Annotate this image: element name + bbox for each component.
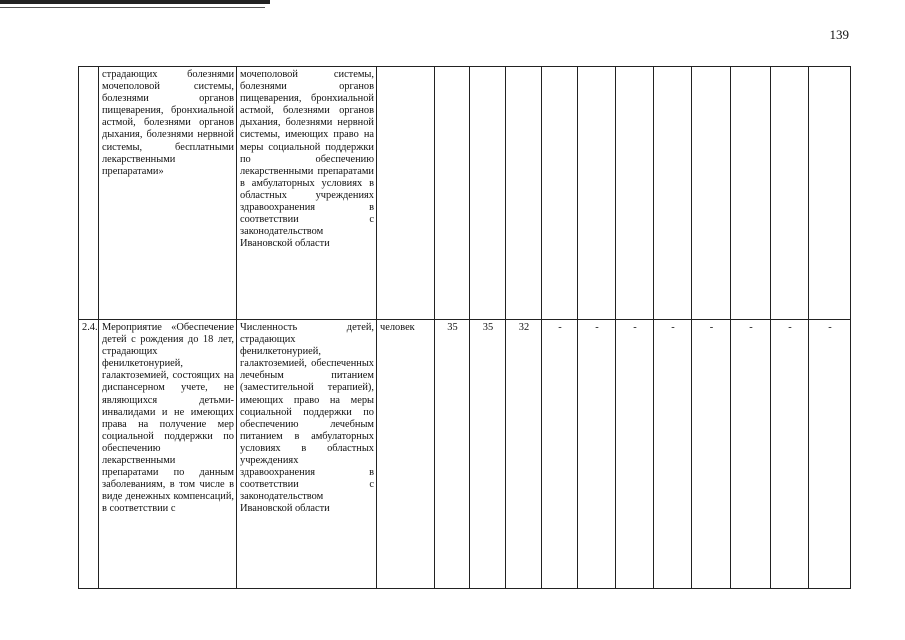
indicator-name-cell: [237, 67, 377, 320]
value-cell: [692, 67, 731, 320]
indicator-name-text: Численность детей, страдающих фенилкетонурией, галактоземией, обеспеченных лечебным питанием (заместительной терапией), имеющих право на меры социальной поддержки по обеспечению лечебным питанием в амбулаторных условиях в областных учреждениях здравоохранения в соответствии с законодательством Ивановской области: [240, 322, 377, 515]
value-cell: -: [578, 320, 616, 589]
value-cell: -: [731, 320, 771, 589]
value-cell: [654, 67, 692, 320]
value-cell: [578, 67, 616, 320]
value-cell: -: [616, 320, 654, 589]
event-name-text: Мероприятие «Обеспечение детей с рождения до 18 лет, страдающих фенилкетонурией, галактоземией, состоящих на диспансерном учете, не являющихся детьми-инвалидами и не имеющих права на получение мер социальной поддержки по обеспечению лекарственными препаратами по данным заболеваниям, в том числе в виде денежных компенсаций, в соответствии с: [102, 322, 237, 515]
row-index: [79, 67, 99, 320]
unit-cell: человек: [377, 320, 435, 589]
value-cell: -: [809, 320, 851, 589]
value-cell: -: [771, 320, 809, 589]
value-cell: -: [542, 320, 578, 589]
value-cell: [542, 67, 578, 320]
value-cell: [809, 67, 851, 320]
value-cell: 35: [470, 320, 506, 589]
value-cell: [771, 67, 809, 320]
unit-cell: [377, 67, 435, 320]
scan-artifact-line: [0, 7, 265, 8]
indicator-name-text: мочеполовой системы, болезнями органов пищеварения, бронхиальной астмой, болезнями органов дыхания, болезнями нервной системы, имеющих право на меры социальной поддержки по обеспечению лекарственными препаратами в амбулаторных условиях в областных учреждениях здравоохранения в соответствии с законодательством Ивановской области: [240, 69, 377, 250]
value-cell: [506, 67, 542, 320]
row-index: 2.4.: [79, 320, 99, 589]
value-cell: [731, 67, 771, 320]
value-cell: [435, 67, 470, 320]
table-row: [79, 320, 851, 589]
page-number: 139: [829, 27, 849, 42]
value-cell: -: [654, 320, 692, 589]
table-row: [79, 67, 851, 320]
value-cell: [616, 67, 654, 320]
value-cell: 32: [506, 320, 542, 589]
program-table: [78, 66, 851, 589]
scan-artifact-bar: [0, 0, 270, 4]
event-name-cell: [99, 320, 237, 589]
value-cell: 35: [435, 320, 470, 589]
event-name-cell: [99, 67, 237, 320]
value-cell: [470, 67, 506, 320]
indicator-name-cell: [237, 320, 377, 589]
value-cell: -: [692, 320, 731, 589]
event-name-text: страдающих болезнями мочеполовой системы, болезнями органов пищеварения, бронхиальной астмой, болезнями органов дыхания, болезнями нервной системы, бесплатными лекарственными препаратами»: [102, 69, 237, 177]
